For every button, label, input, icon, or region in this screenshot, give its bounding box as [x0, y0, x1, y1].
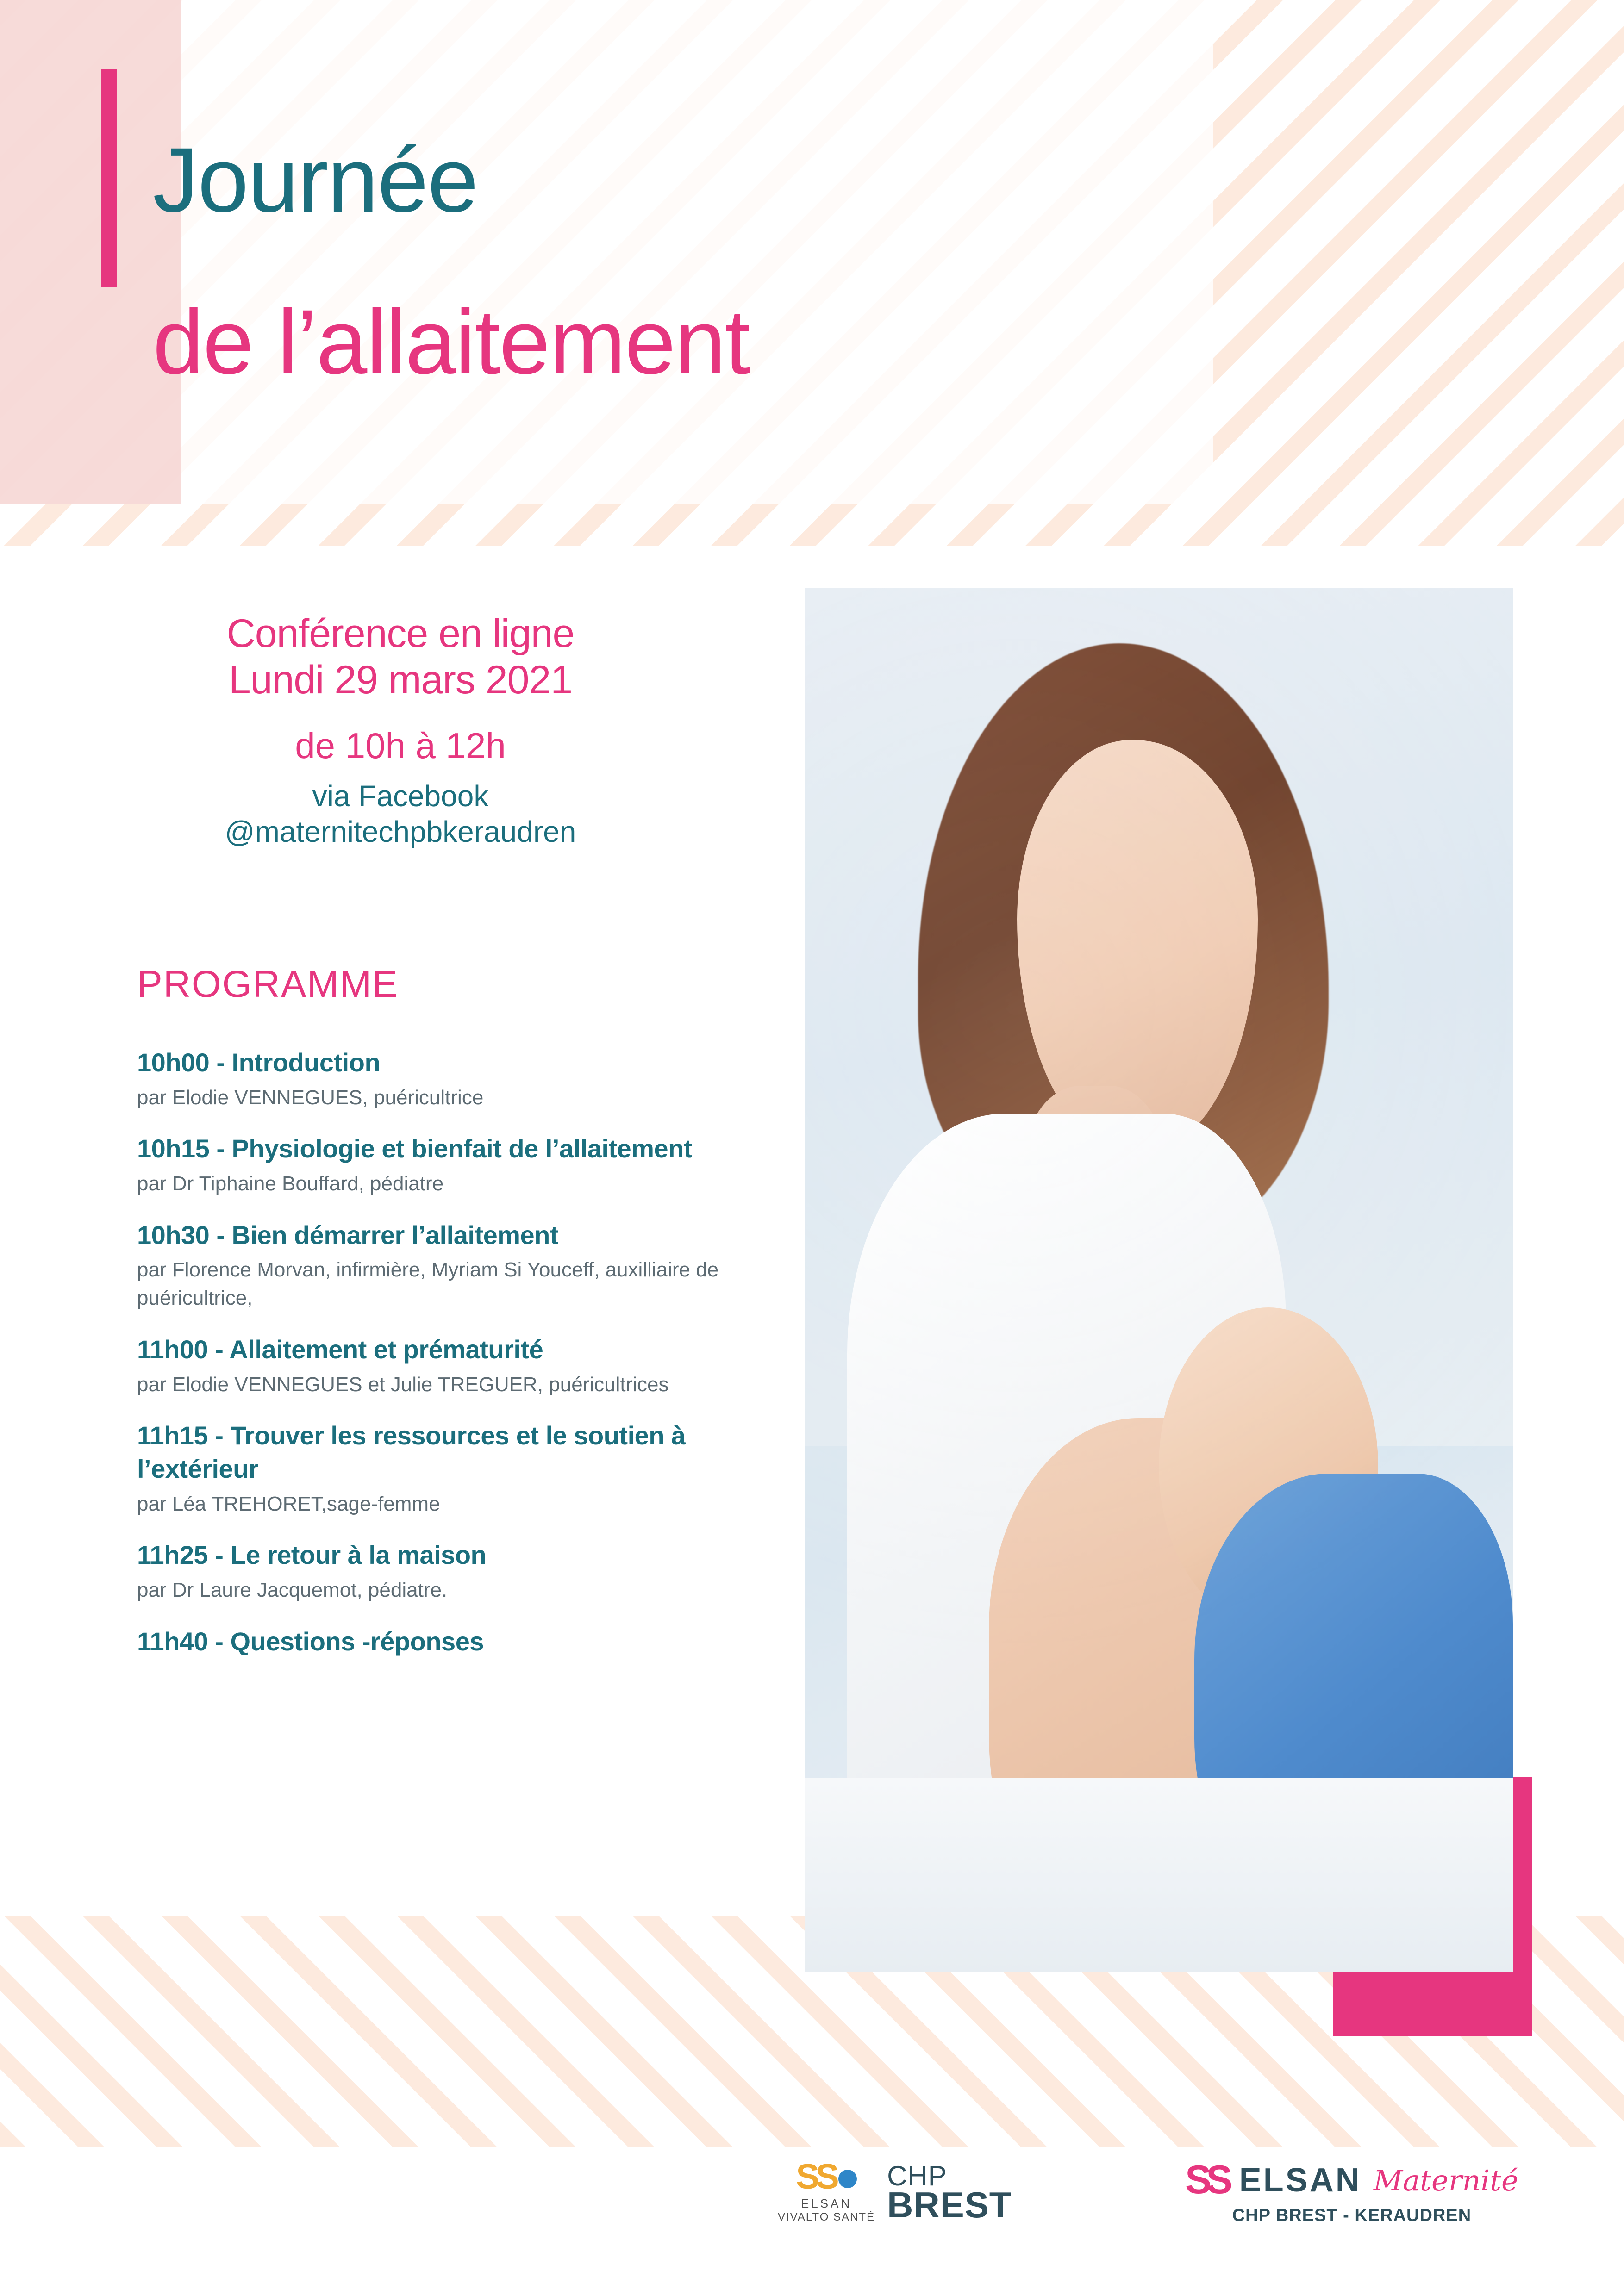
title-panel-pink-block	[0, 0, 181, 504]
maternite-script-label: Maternité	[1373, 2163, 1518, 2197]
event-date: Lundi 29 mars 2021	[228, 657, 573, 702]
programme-list	[137, 1046, 794, 1658]
programme-item	[137, 1132, 794, 1198]
programme-item	[137, 1219, 794, 1313]
event-info	[0, 611, 801, 850]
programme-item-speaker: par Dr Laure Jacquemot, pédiatre.	[137, 1579, 448, 1602]
title-panel	[0, 0, 1213, 504]
programme-item	[137, 1538, 794, 1604]
programme-item-speaker: par Elodie VENNEGUES et Julie TREGUER, puéricultrices	[137, 1373, 669, 1396]
elsan-name-label: ELSAN	[800, 2196, 852, 2211]
programme-item-speaker: par Dr Tiphaine Bouffard, pédiatre	[137, 1172, 444, 1195]
programme-item	[137, 1419, 794, 1518]
programme-item-title: 11h40 - Questions -réponses	[137, 1626, 484, 1656]
programme-item-speaker: par Florence Morvan, infirmière, Myriam Si Youceff, auxilliaire de puéricultrice,	[137, 1258, 719, 1310]
elsan-vivalto-mark	[778, 2157, 875, 2224]
chp-brest-wordmark	[887, 2160, 1012, 2226]
programme-item-speaker: par Léa TREHORET,sage-femme	[137, 1492, 440, 1515]
event-time: de 10h à 12h	[295, 725, 506, 766]
elsan-wordmark: ELSAN	[1239, 2162, 1362, 2199]
programme-item-title: 10h30 - Bien démarrer l’allaitement	[137, 1220, 558, 1250]
elsan-maternite-row	[1185, 2158, 1518, 2203]
hero-photo	[805, 588, 1513, 1972]
programme-item	[137, 1046, 794, 1112]
page-title-line-1: Journée	[153, 129, 478, 231]
elsan-glyph-icon	[796, 2157, 856, 2196]
programme-item-title: 10h15 - Physiologie et bienfait de l’allaitement	[137, 1134, 693, 1164]
programme-item	[137, 1333, 794, 1399]
programme-item	[137, 1625, 794, 1658]
event-channel: via Facebook	[312, 779, 489, 813]
maternite-site-label: CHP BREST - KERAUDREN	[1232, 2206, 1472, 2225]
programme-heading: PROGRAMME	[137, 963, 399, 1005]
page-title-line-2: de l’allaitement	[153, 291, 750, 393]
title-accent-bar	[101, 69, 117, 287]
event-handle: @maternitechpbkeraudren	[225, 815, 576, 848]
programme-item-title: 10h00 - Introduction	[137, 1048, 381, 1077]
elsan-glyph-icon: SS	[1185, 2158, 1227, 2203]
photo-highlight-overlay	[805, 588, 1513, 1972]
elsan-s-letters: SS	[796, 2157, 836, 2196]
event-format: Conférence en ligne	[226, 611, 575, 656]
logo-elsan-maternite	[1185, 2158, 1518, 2226]
brest-label: BREST	[887, 2184, 1012, 2226]
elsan-dot-icon	[838, 2170, 857, 2188]
logo-chp-brest	[778, 2157, 1012, 2226]
programme-item-title: 11h15 - Trouver les ressources et le soutien à l’extérieur	[137, 1421, 686, 1483]
programme-item-speaker: par Elodie VENNEGUES, puéricultrice	[137, 1086, 484, 1109]
programme-item-title: 11h25 - Le retour à la maison	[137, 1540, 487, 1570]
chp-label: CHP	[887, 2160, 947, 2192]
programme-item-title: 11h00 - Allaitement et prématurité	[137, 1334, 543, 1364]
elsan-tagline-label: VIVALTO SANTÉ	[778, 2211, 875, 2224]
